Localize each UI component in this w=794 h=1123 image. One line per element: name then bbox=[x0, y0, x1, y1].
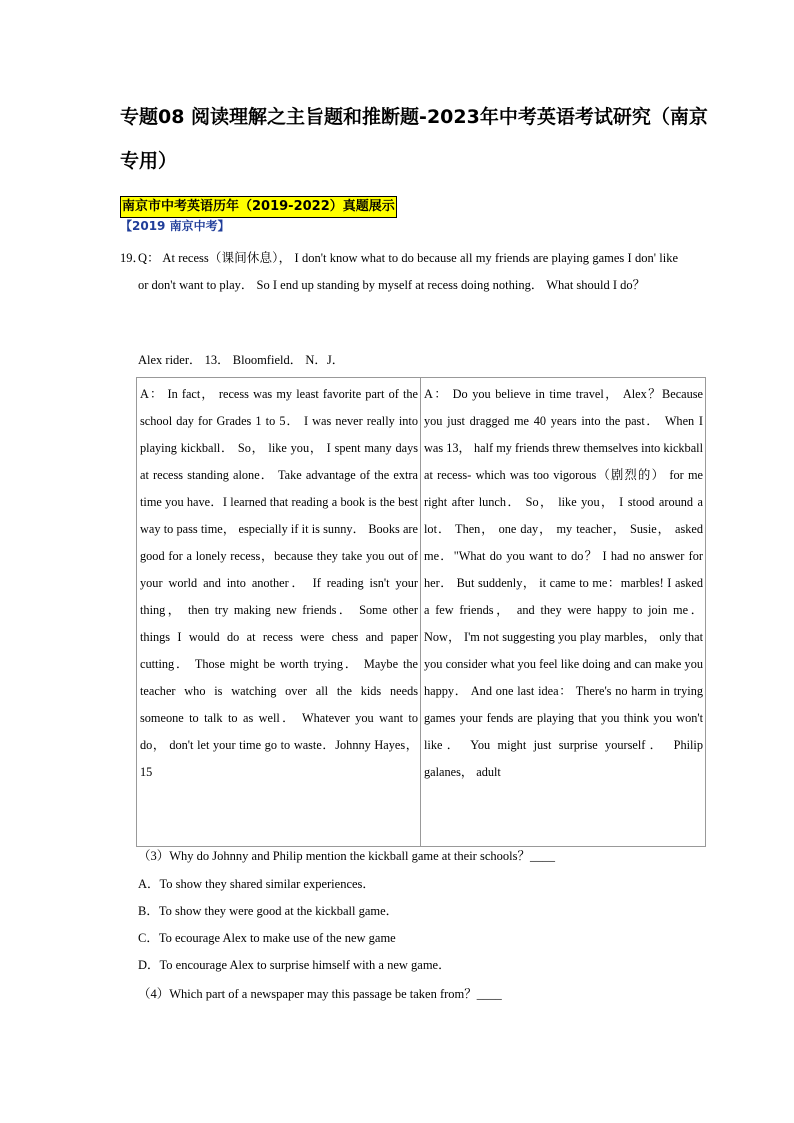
question-signature: Alex rider． 13． Bloomfield． N．J． bbox=[138, 353, 345, 367]
option-b: B．To show they were good at the kickball game． bbox=[138, 904, 399, 918]
question-text: Q： At recess（课间休息）， I don't know what to do because all my friends are playing games I don' like or don't want to play． So I end up standing by myself at recess doing nothing． What should I do？ bbox=[138, 251, 678, 292]
section-banner: 南京市中考英语历年（2019-2022）真题展示 bbox=[120, 196, 397, 218]
answer-letters-table bbox=[136, 377, 706, 847]
option-c: C．To ecourage Alex to make use of the new game bbox=[138, 931, 396, 945]
option-a: A．To show they shared similar experiences． bbox=[138, 877, 375, 891]
question-number: 19． bbox=[120, 251, 146, 265]
option-d: D．To encourage Alex to surprise himself with a new game． bbox=[138, 958, 451, 972]
sub-question-4: （4）Which part of a newspaper may this passage be taken from？____ bbox=[138, 987, 502, 1001]
page-title: 专题08 阅读理解之主旨题和推断题-2023年中考英语考试研究（南京专用） bbox=[120, 106, 708, 172]
sub-question-3: （3）Why do Johnny and Philip mention the kickball game at their schools？____ bbox=[138, 849, 555, 863]
letter-philip-galanes: A： Do you believe in time travel， Alex？Because you just dragged me 40 years into the past． When I was 13， half my friends threw themselves into kickball at recess- which was too vigorous（剧烈的） for me right after lunch． So， like you， I stood around a lot． Then， one day， my teacher， Susie， asked me．"What do you want to do？ I had no answer for her． But suddenly， it came to me：marbles! I asked a few friends， and they were happy to join me． Now， I'm not suggesting you play marbles， only that you consider what you feel like doing and can make you happy． And one last idea： There's no harm in trying games your fends are playing that you think you won't like． You might just surprise yourself． Philip galanes， adult bbox=[424, 387, 703, 779]
exam-source-label: 【2019 南京中考】 bbox=[120, 219, 230, 233]
letter-johnny-hayes: A： In fact， recess was my least favorite part of the school day for Grades 1 to 5． I was never really into playing kickball． So， like you， I spent many days at recess standing alone． Take advantage of the extra time you have．I learned that reading a book is the best way to pass time， especially if it is sunny． Books are good for a lonely recess，because they take you out of your world and into another． If reading isn't your thing， then try making new friends． Some other things I would do at recess were chess and paper cutting． Those might be worth trying． Maybe the teacher who is watching over all the kids needs someone to talk to as well． Whatever you want to do， don't let your time go to waste．Johnny Hayes， 15 bbox=[137, 378, 421, 846]
